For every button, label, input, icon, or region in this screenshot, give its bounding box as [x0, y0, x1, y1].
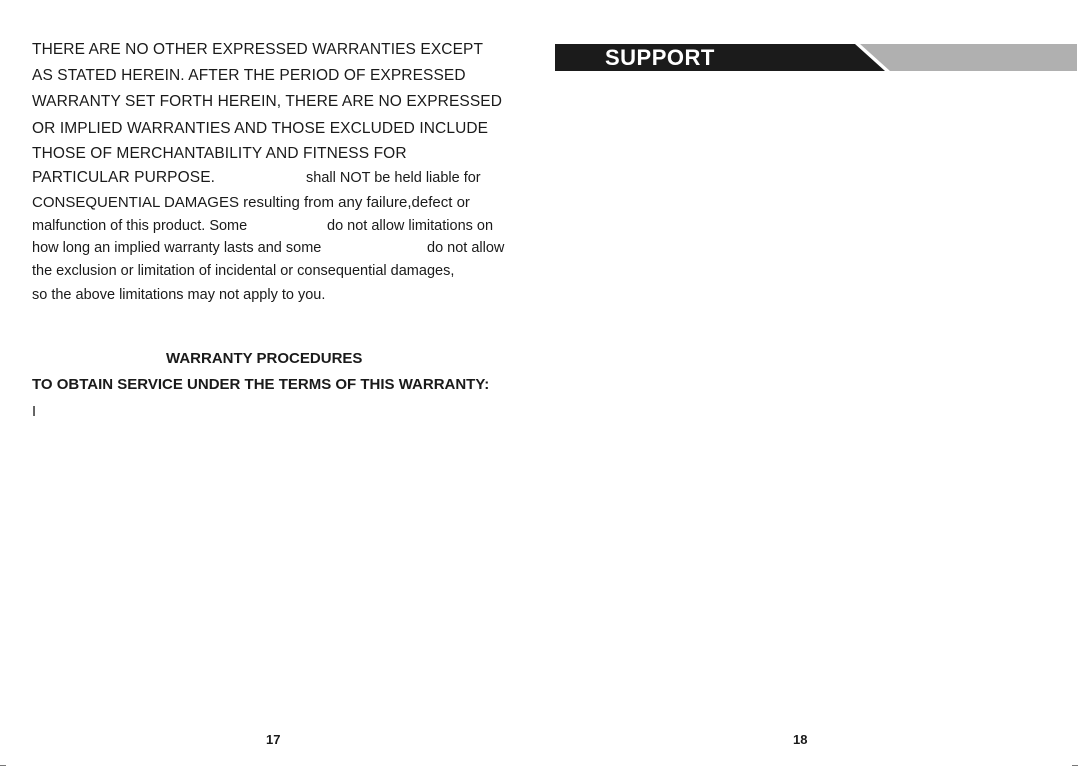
line-6-left: PARTICULAR PURPOSE.: [32, 169, 216, 186]
warranty-line-8: [0, 218, 540, 238]
warranty-line-7: CONSEQUENTIAL DAMAGES resulting from any failure,defect or: [32, 194, 470, 211]
line-9-left: how long an implied warranty lasts and some: [32, 240, 322, 256]
banner-light-band: [860, 44, 1077, 71]
page-number-right: 18: [793, 732, 808, 747]
warranty-line-1: THERE ARE NO OTHER EXPRESSED WARRANTIES EXCEPT: [32, 41, 484, 58]
line-8-right: do not allow limitations on: [327, 218, 494, 234]
warranty-line-9: [0, 240, 540, 260]
warranty-line-2: AS STATED HEREIN. AFTER THE PERIOD OF EXPRESSED: [32, 67, 466, 84]
service-heading: TO OBTAIN SERVICE UNDER THE TERMS OF THIS WARRANTY:: [32, 376, 490, 393]
warranty-line-11: so the above limitations may not apply to you.: [32, 287, 326, 303]
line-9-right: do not allow: [427, 240, 505, 256]
line-6-right: shall NOT be held liable for: [306, 170, 481, 186]
warranty-line-4: OR IMPLIED WARRANTIES AND THOSE EXCLUDED INCLUDE: [32, 120, 489, 137]
page-number-left: 17: [266, 732, 281, 747]
line-8-left: malfunction of this product. Some: [32, 218, 248, 234]
warranty-line-6: [0, 169, 540, 189]
support-banner: [555, 44, 1077, 71]
procedures-heading: WARRANTY PROCEDURES: [166, 350, 363, 367]
warranty-line-3: WARRANTY SET FORTH HEREIN, THERE ARE NO EXPRESSED: [32, 93, 502, 110]
stray-character: I: [32, 404, 37, 420]
warranty-line-10: the exclusion or limitation of incidental or consequential damages,: [32, 263, 455, 279]
warranty-line-5: THOSE OF MERCHANTABILITY AND FITNESS FOR: [32, 145, 407, 162]
banner-title: SUPPORT: [605, 45, 715, 70]
